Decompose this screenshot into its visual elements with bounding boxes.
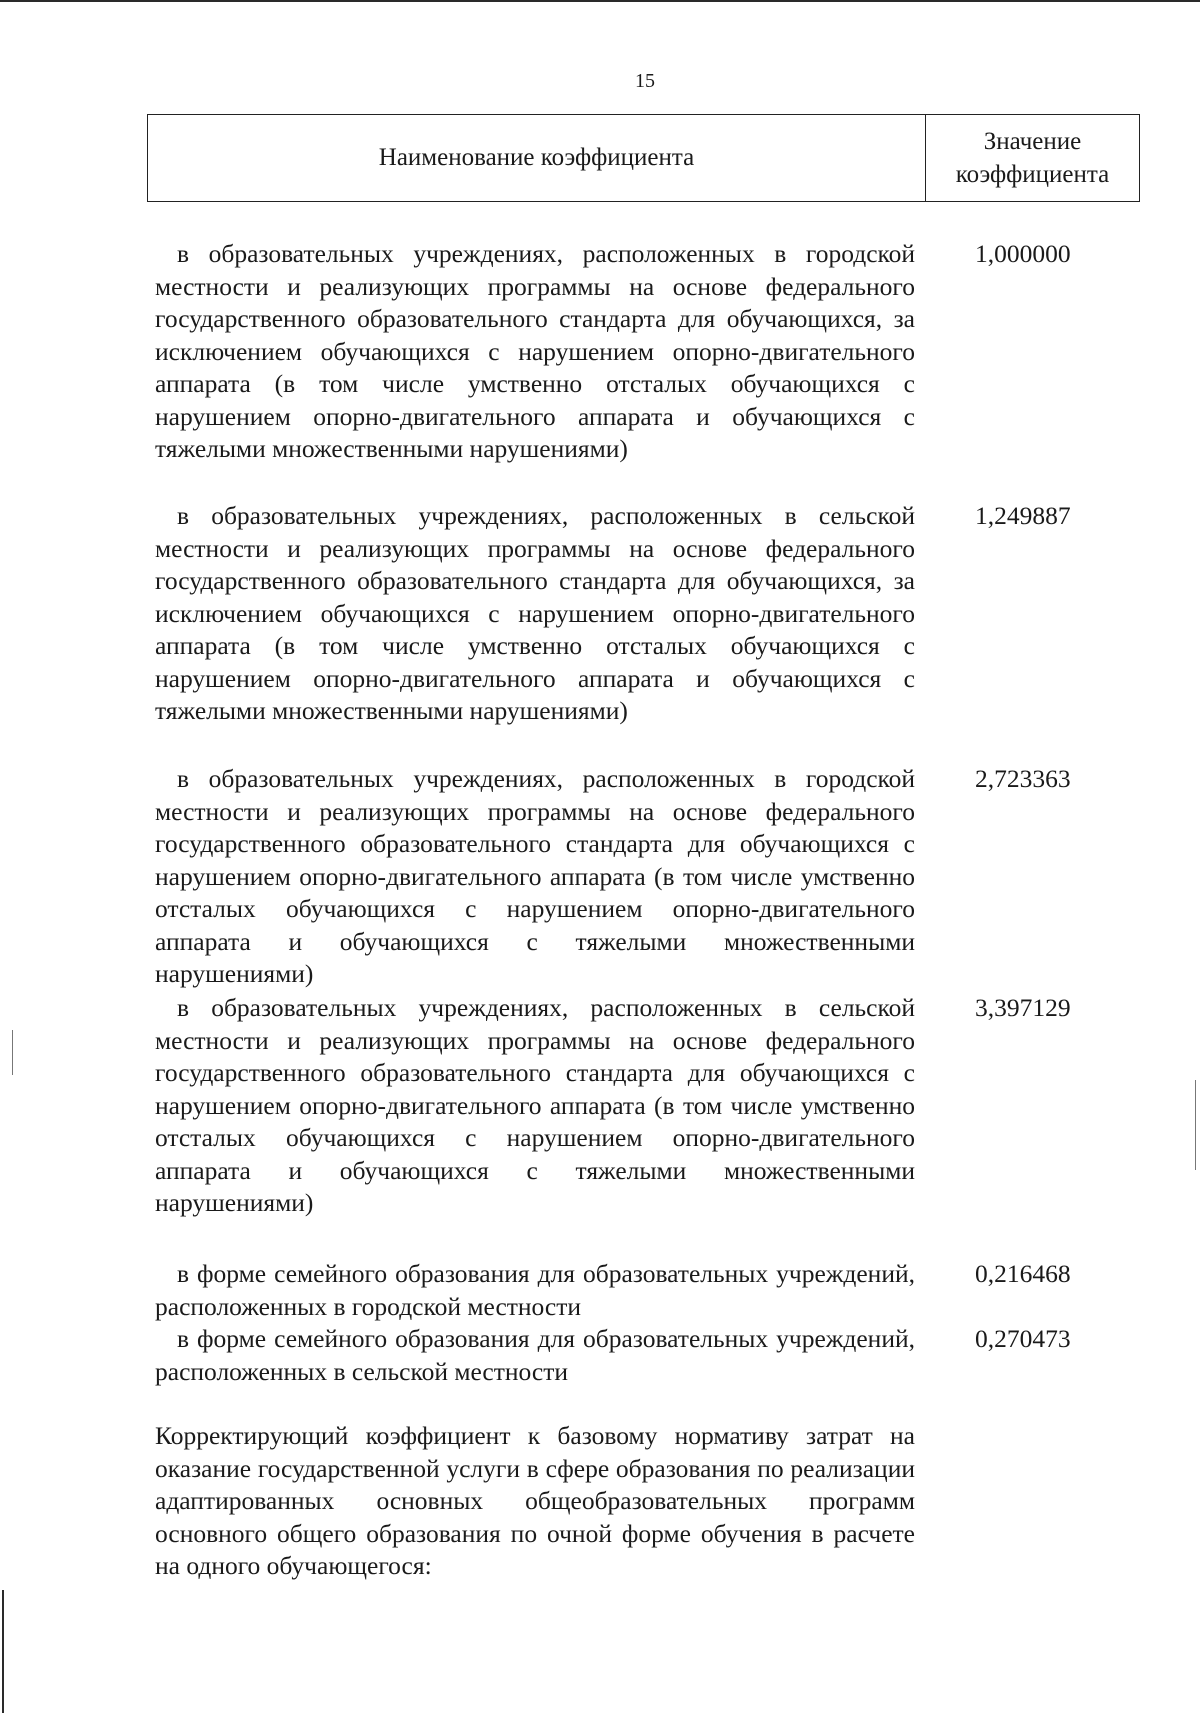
closing-paragraph: Корректирующий коэффициент к базовому нормативу затрат на оказание государственной услуги в сфере образования по реализации адаптированных основных общеобразовательных программ основного общего образования по очной форме обучения в расчете на одного обучающегося: [155, 1421, 915, 1580]
coefficient-description: в форме семейного образования для образовательных учреждений, расположенных в сельской местности [155, 1324, 915, 1386]
coefficient-description: в образовательных учреждениях, расположенных в сельской местности и реализующих программы на основе федерального государственного образовательного стандарта для обучающихся, за исключением обучающихся с нарушением опорно-двигательного аппарата (в том числе умственно отсталых обучающихся с нарушением опорно-двигательного аппарата и обучающихся с тяжелыми множественными нарушениями) [155, 501, 915, 725]
column-header-value [926, 115, 1139, 201]
coefficient-value: 0,216468 [975, 1259, 1071, 1288]
column-header-value-text [956, 125, 1109, 191]
coefficient-value: 1,000000 [975, 239, 1071, 268]
coefficient-description: в форме семейного образования для образовательных учреждений, расположенных в городской местности [155, 1259, 915, 1321]
column-header-value-line1: Значение [983, 128, 1082, 155]
scan-artifact-mark [1195, 1080, 1196, 1170]
page-number: 15 [635, 70, 655, 92]
coefficient-description: в образовательных учреждениях, расположенных в городской местности и реализующих программы на основе федерального государственного образовательного стандарта для обучающихся, за исключением обучающихся с нарушением опорно-двигательного аппарата (в том числе умственно отсталых обучающихся с нарушением опорно-двигательного аппарата и обучающихся с тяжелыми множественными нарушениями) [155, 239, 915, 463]
scan-border-top [0, 0, 1200, 2]
column-header-name: Наименование коэффициента [148, 115, 926, 201]
coefficient-value: 1,249887 [975, 501, 1071, 530]
scan-border-left [2, 1590, 4, 1713]
column-header-value-line2: коэффициента [955, 161, 1110, 188]
coefficient-value: 0,270473 [975, 1324, 1071, 1353]
scan-artifact-mark [12, 1030, 13, 1075]
coefficient-description: в образовательных учреждениях, расположенных в сельской местности и реализующих программы на основе федерального государственного образовательного стандарта для обучающихся с нарушением опорно-двигательного аппарата (в том числе умственно отсталых обучающихся с нарушением опорно-двигательного аппарата и обучающихся с тяжелыми множественными нарушениями) [155, 993, 915, 1217]
coefficient-value: 3,397129 [975, 993, 1071, 1022]
coefficient-value: 2,723363 [975, 764, 1071, 793]
coefficient-description: в образовательных учреждениях, расположенных в городской местности и реализующих программы на основе федерального государственного образовательного стандарта для обучающихся с нарушением опорно-двигательного аппарата (в том числе умственно отсталых обучающихся с нарушением опорно-двигательного аппарата и обучающихся с тяжелыми множественными нарушениями) [155, 764, 915, 988]
table-header [147, 114, 1140, 202]
